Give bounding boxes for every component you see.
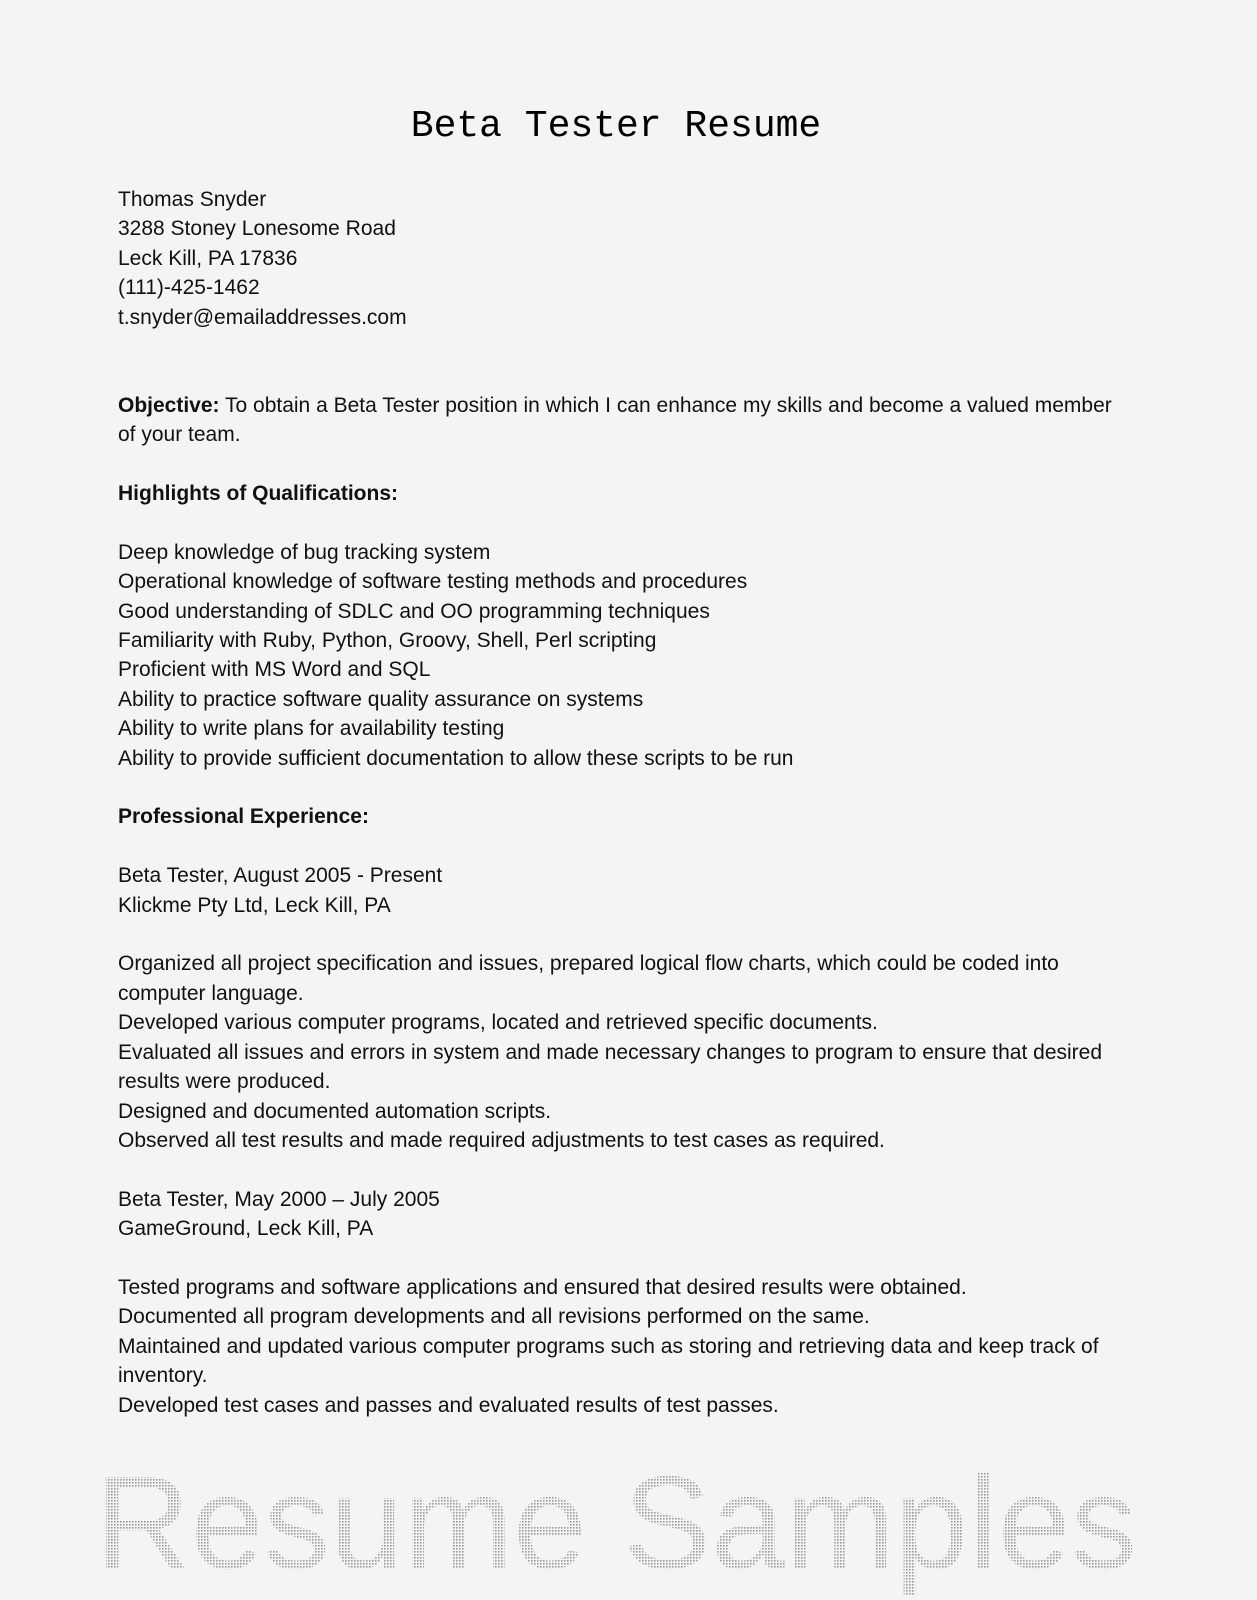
job-company: Klickme Pty Ltd, Leck Kill, PA: [118, 893, 391, 917]
job-duty: Developed various computer programs, located and retrieved specific documents.: [118, 1011, 878, 1035]
contact-address: 3288 Stoney Lonesome Road: [118, 217, 396, 241]
document-title: Beta Tester Resume: [410, 105, 822, 148]
watermark-text: Resume Samples: [95, 1449, 1137, 1596]
job-duty: Maintained and updated various computer programs such as storing and retrieving data and keep track of inventory.: [118, 1334, 1099, 1388]
objective-text: To obtain a Beta Tester position in which I can enhance my skills and become a valued member of your team.: [118, 393, 1112, 447]
job-duty: Tested programs and software applications and ensured that desired results were obtained.: [118, 1275, 967, 1299]
highlights-heading: Highlights of Qualifications:: [118, 482, 398, 506]
highlight-item: Proficient with MS Word and SQL: [118, 658, 431, 682]
highlight-item: Operational knowledge of software testing methods and procedures: [118, 570, 748, 594]
contact-city: Leck Kill, PA 17836: [118, 246, 298, 270]
resume-body: [118, 185, 1118, 1420]
job-duty: Designed and documented automation scripts.: [118, 1099, 552, 1123]
contact-phone: (111)-425-1462: [118, 276, 260, 300]
job-duty: Evaluated all issues and errors in system and made necessary changes to program to ensure that desired results were produced.: [118, 1040, 1103, 1094]
objective-label: Objective:: [118, 393, 220, 417]
contact-email: t.snyder@emailaddresses.com: [118, 305, 407, 329]
job-title: Beta Tester, August 2005 - Present: [118, 864, 443, 888]
highlight-item: Ability to write plans for availability testing: [118, 717, 505, 741]
highlight-item: Deep knowledge of bug tracking system: [118, 540, 491, 564]
highlight-item: Familiarity with Ruby, Python, Groovy, Shell, Perl scripting: [118, 629, 657, 653]
job-title: Beta Tester, May 2000 – July 2005: [118, 1187, 440, 1211]
experience-heading: Professional Experience:: [118, 805, 369, 829]
contact-name: Thomas Snyder: [118, 188, 267, 211]
job-duty: Developed test cases and passes and evaluated results of test passes.: [118, 1393, 779, 1417]
highlight-item: Ability to practice software quality assurance on systems: [118, 687, 644, 711]
highlight-item: Ability to provide sufficient documentation to allow these scripts to be run: [118, 746, 794, 770]
job-duty: Observed all test results and made required adjustments to test cases as required.: [118, 1128, 885, 1152]
job-duty: Documented all program developments and all revisions performed on the same.: [118, 1305, 870, 1329]
objective: [118, 391, 1118, 450]
job-duty: Organized all project specification and issues, prepared logical flow charts, which could be coded into computer language.: [118, 952, 1059, 1005]
job-company: GameGround, Leck Kill, PA: [118, 1217, 374, 1241]
highlight-item: Good understanding of SDLC and OO programming techniques: [118, 599, 710, 623]
